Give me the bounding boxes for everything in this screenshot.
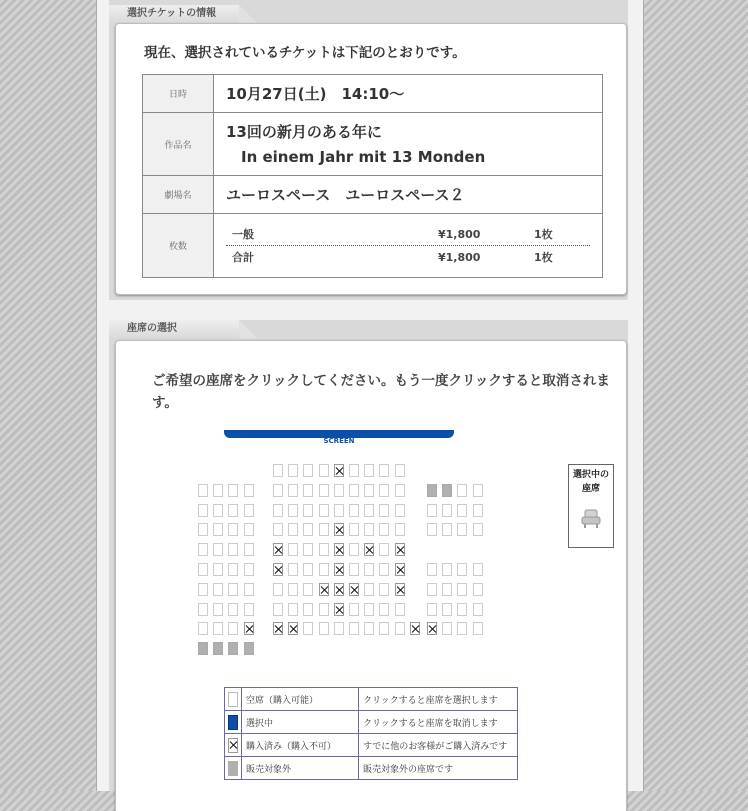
sold-seat [244,622,254,635]
available-seat[interactable] [457,523,467,536]
sold-seat [427,622,437,635]
legend-desc: 販売対象外の座席です [359,757,518,780]
available-seat[interactable] [379,504,389,517]
price-row-general [226,223,602,245]
available-seat[interactable] [427,523,437,536]
available-seat[interactable] [442,523,452,536]
legend-icon-cell [225,688,242,711]
available-seat[interactable] [303,563,313,576]
selected-seat-box-label: 選択中の座席 [572,470,609,494]
available-seat[interactable] [303,504,313,517]
available-seat[interactable] [364,603,374,616]
available-seat[interactable] [379,523,389,536]
title-line-jp: 13回の新月のある年に [226,123,382,141]
legend-row [225,734,518,757]
available-seat[interactable] [228,622,238,635]
available-seat[interactable] [198,622,208,635]
empty-seat-icon [228,692,238,707]
legend-desc: クリックすると座席を取消します [359,711,518,734]
legend-desc: クリックすると座席を選択します [359,688,518,711]
available-seat[interactable] [349,622,359,635]
available-seat[interactable] [473,563,483,576]
available-seat[interactable] [319,464,329,477]
available-seat[interactable] [379,583,389,596]
available-seat[interactable] [364,622,374,635]
available-seat[interactable] [349,563,359,576]
available-seat[interactable] [379,464,389,477]
title-label: 作品名 [143,113,214,176]
available-seat[interactable] [427,563,437,576]
available-seat[interactable] [442,603,452,616]
total-price: ¥1,800 [438,250,481,264]
sold-seat [334,563,344,576]
available-seat[interactable] [288,484,298,497]
sold-seat [410,622,420,635]
legend-row [225,688,518,711]
title-line-de: In einem Jahr mit 13 Monden [226,148,486,166]
available-seat[interactable] [334,484,344,497]
available-seat[interactable] [213,484,223,497]
available-seat[interactable] [395,603,405,616]
available-seat[interactable] [442,622,452,635]
available-seat[interactable] [288,543,298,556]
available-seat[interactable] [198,523,208,536]
title-value [214,113,603,176]
available-seat[interactable] [319,504,329,517]
sold-seat [273,563,283,576]
seat-instruction-text: ご希望の座席をクリックしてください。もう一度クリックすると取消されます。 [152,373,610,411]
available-seat[interactable] [228,523,238,536]
sold-seat [319,583,329,596]
available-seat[interactable] [303,622,313,635]
available-seat[interactable] [364,563,374,576]
available-seat[interactable] [457,583,467,596]
available-seat[interactable] [198,484,208,497]
unavailable-seat [427,484,437,497]
available-seat[interactable] [349,543,359,556]
legend-icon-cell [225,757,242,780]
available-seat[interactable] [213,583,223,596]
sold-seat [334,523,344,536]
available-seat[interactable] [244,543,254,556]
available-seat[interactable] [228,543,238,556]
ticket-type-price: ¥1,800 [438,227,481,241]
available-seat[interactable] [473,583,483,596]
available-seat[interactable] [364,504,374,517]
available-seat[interactable] [273,603,283,616]
count-label: 枚数 [143,214,214,278]
legend-status: 販売対象外 [242,757,359,780]
available-seat[interactable] [198,603,208,616]
sold-seat [395,543,405,556]
seat-selection-tab: 座席の選択 [109,320,239,338]
available-seat[interactable] [273,504,283,517]
available-seat[interactable] [273,464,283,477]
available-seat[interactable] [303,484,313,497]
available-seat[interactable] [427,583,437,596]
available-seat[interactable] [198,563,208,576]
ticket-info-tab: 選択チケットの情報 [109,5,239,23]
available-seat[interactable] [457,622,467,635]
sold-seat [364,543,374,556]
available-seat[interactable] [473,484,483,497]
available-seat[interactable] [213,543,223,556]
available-seat[interactable] [319,484,329,497]
available-seat[interactable] [288,464,298,477]
main-column [96,0,644,791]
available-seat[interactable] [213,603,223,616]
available-seat[interactable] [473,603,483,616]
available-seat[interactable] [244,583,254,596]
theater-value: ユーロスペース ユーロスペース２ [214,176,603,214]
available-seat[interactable] [273,523,283,536]
chair-icon [580,509,602,529]
sold-seat [273,543,283,556]
sold-seat [288,622,298,635]
ticket-info-panel [115,23,627,295]
selected-seat-box [568,464,614,548]
available-seat[interactable] [395,484,405,497]
sold-seat [334,543,344,556]
unavailable-seat [213,642,223,655]
available-seat[interactable] [379,484,389,497]
available-seat[interactable] [349,523,359,536]
available-seat[interactable] [379,563,389,576]
available-seat[interactable] [319,523,329,536]
available-seat[interactable] [228,603,238,616]
available-seat[interactable] [288,583,298,596]
available-seat[interactable] [228,583,238,596]
unavailable-seat [442,484,452,497]
available-seat[interactable] [319,563,329,576]
seat-legend-table [224,687,518,780]
legend-icon-cell [225,734,242,757]
available-seat[interactable] [303,543,313,556]
sold-seat [334,603,344,616]
seat-selection-panel [115,340,627,811]
legend-status: 購入済み（購入不可） [242,734,359,757]
available-seat[interactable] [198,583,208,596]
available-seat[interactable] [303,523,313,536]
available-seat[interactable] [303,583,313,596]
selected-seat-icon [228,715,238,730]
date-value: 10月27日(土) 14:10〜 [214,75,603,113]
available-seat[interactable] [427,504,437,517]
theater-label: 劇場名 [143,176,214,214]
sold-seat [395,563,405,576]
available-seat[interactable] [395,622,405,635]
available-seat[interactable] [273,583,283,596]
available-seat[interactable] [213,622,223,635]
available-seat[interactable] [244,523,254,536]
available-seat[interactable] [303,464,313,477]
available-seat[interactable] [244,484,254,497]
available-seat[interactable] [288,523,298,536]
available-seat[interactable] [288,504,298,517]
available-seat[interactable] [288,603,298,616]
available-seat[interactable] [457,504,467,517]
available-seat[interactable] [244,603,254,616]
unavailable-seat [244,642,254,655]
legend-status: 選択中 [242,711,359,734]
available-seat[interactable] [364,464,374,477]
available-seat[interactable] [442,583,452,596]
available-seat[interactable] [364,583,374,596]
available-seat[interactable] [379,543,389,556]
available-seat[interactable] [427,603,437,616]
available-seat[interactable] [457,563,467,576]
screen-label: SCREEN [323,437,355,445]
legend-desc: すでに他のお客様がご購入済みです [359,734,518,757]
available-seat[interactable] [213,523,223,536]
available-seat[interactable] [334,504,344,517]
available-seat[interactable] [244,504,254,517]
available-seat[interactable] [228,504,238,517]
available-seat[interactable] [198,543,208,556]
seat-selection-section [109,320,628,791]
legend-status: 空席（購入可能） [242,688,359,711]
available-seat[interactable] [349,504,359,517]
date-label: 日時 [143,75,214,113]
available-seat[interactable] [303,603,313,616]
legend-row [225,711,518,734]
available-seat[interactable] [364,523,374,536]
available-seat[interactable] [473,523,483,536]
available-seat[interactable] [244,563,254,576]
available-seat[interactable] [457,603,467,616]
sold-seat [273,622,283,635]
available-seat[interactable] [364,484,374,497]
available-seat[interactable] [334,622,344,635]
unavailable-seat [198,642,208,655]
available-seat[interactable] [228,484,238,497]
total-name: 合計 [232,251,254,264]
ticket-info-section [109,0,628,300]
available-seat[interactable] [198,504,208,517]
available-seat[interactable] [395,523,405,536]
available-seat[interactable] [349,603,359,616]
legend-row [225,757,518,780]
sold-seat-icon [228,738,238,753]
available-seat[interactable] [395,504,405,517]
sold-seat [349,583,359,596]
available-seat[interactable] [319,603,329,616]
available-seat[interactable] [442,563,452,576]
available-seat[interactable] [273,484,283,497]
total-qty: 1枚 [534,251,553,264]
available-seat[interactable] [395,464,405,477]
count-value [214,214,603,278]
available-seat[interactable] [457,484,467,497]
sold-seat [334,464,344,477]
not-for-sale-seat-icon [228,761,238,776]
ticket-info-table [142,74,603,278]
available-seat[interactable] [288,563,298,576]
ticket-type-name: 一般 [232,228,254,241]
available-seat[interactable] [228,563,238,576]
ticket-intro-text: 現在、選択されているチケットは下記のとおりです。 [144,45,466,61]
available-seat[interactable] [213,563,223,576]
unavailable-seat [228,642,238,655]
available-seat[interactable] [349,464,359,477]
legend-icon-cell [225,711,242,734]
available-seat[interactable] [473,622,483,635]
ticket-type-qty: 1枚 [534,228,553,241]
available-seat[interactable] [319,622,329,635]
sold-seat [395,583,405,596]
available-seat[interactable] [379,603,389,616]
sold-seat [334,583,344,596]
available-seat[interactable] [442,504,452,517]
available-seat[interactable] [349,484,359,497]
available-seat[interactable] [473,504,483,517]
available-seat[interactable] [379,622,389,635]
price-row-total [226,246,602,268]
available-seat[interactable] [319,543,329,556]
available-seat[interactable] [213,504,223,517]
